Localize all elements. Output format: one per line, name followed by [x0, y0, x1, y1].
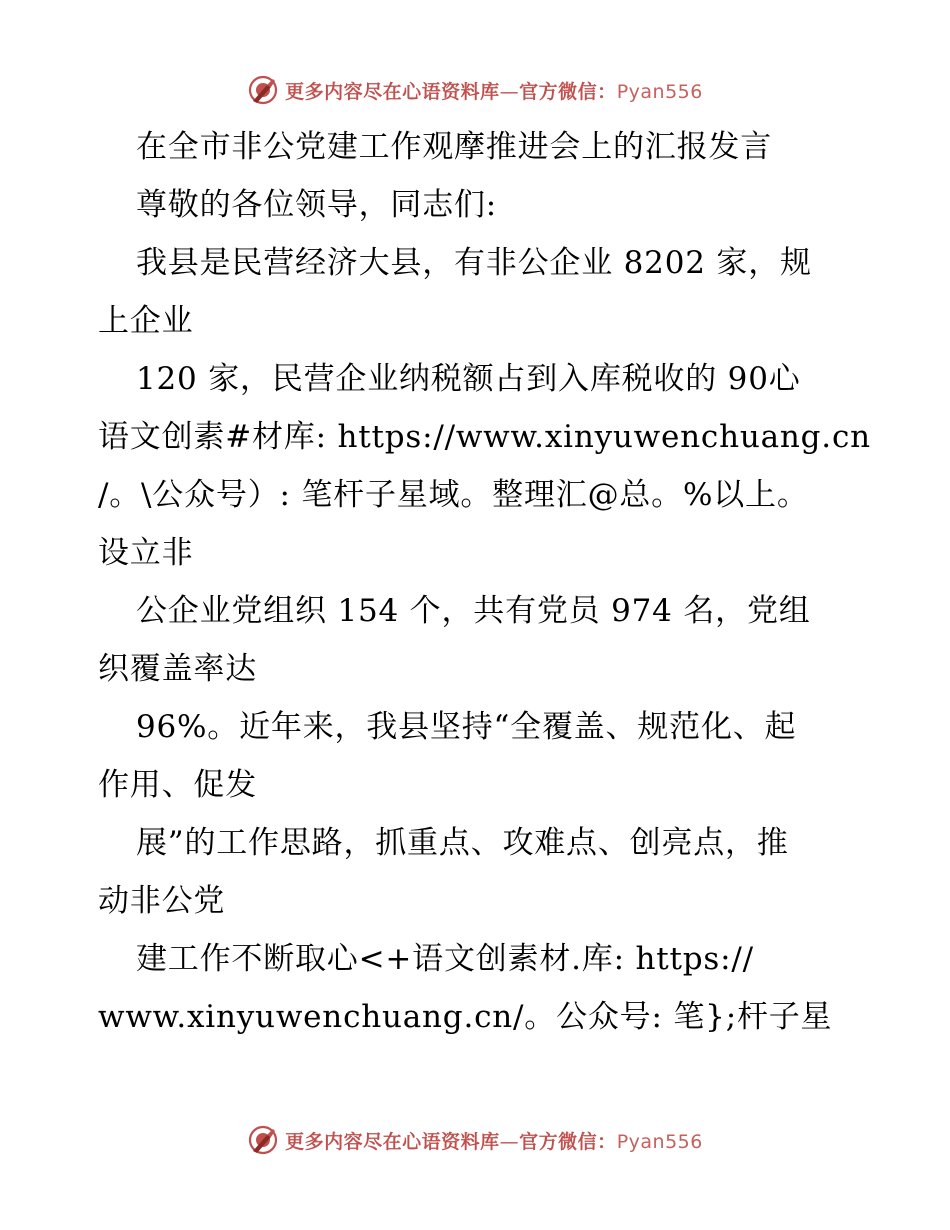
- pen-logo-icon: [247, 74, 279, 106]
- banner-wechat-handle: Pyan556: [616, 80, 703, 103]
- banner-separator: —: [499, 80, 520, 103]
- document-title: 在全市非公党建工作观摩推进会上的汇报发言: [136, 129, 772, 165]
- footer-banner: [0, 1120, 950, 1160]
- paragraph-line: 设立非: [98, 535, 194, 571]
- paragraph-line: www.xinyuwenchuang.cn/。公众号: 笔};杆子星: [98, 999, 833, 1035]
- paragraph-line: 公企业党组织 154 个，共有党员 974 名，党组: [136, 593, 811, 629]
- banner-wechat-handle: Pyan556: [616, 1130, 703, 1153]
- banner-official-label: 官方微信：: [519, 80, 617, 103]
- banner-text: [285, 77, 703, 104]
- paragraph-line: 语文创素#材库: https://www.xinyuwenchuang.cn: [98, 419, 871, 455]
- banner-main-text: 更多内容尽在心语资料库: [285, 1130, 500, 1153]
- paragraph-line: 建工作不断取心<+语文创素材.库: https://: [136, 941, 754, 977]
- paragraph-line: 展”的工作思路，抓重点、攻难点、创亮点，推: [136, 825, 789, 861]
- salutation: 尊敬的各位领导，同志们:: [136, 187, 498, 223]
- header-banner: [0, 70, 950, 110]
- paragraph-line: 上企业: [98, 303, 194, 339]
- paragraph-line: 我县是民营经济大县，有非公企业 8202 家，规: [136, 245, 812, 281]
- document-body: [98, 118, 871, 1046]
- paragraph-line: 120 家，民营企业纳税额占到入库税收的 90心: [136, 361, 801, 397]
- banner-official-label: 官方微信：: [519, 1130, 617, 1153]
- paragraph-line: 作用、促发: [98, 767, 257, 803]
- pen-logo-icon: [247, 1124, 279, 1156]
- banner-separator: —: [499, 1130, 520, 1153]
- banner-main-text: 更多内容尽在心语资料库: [285, 80, 500, 103]
- paragraph-line: /。\公众号）: 笔杆子星域。整理汇@总。%以上。: [98, 477, 809, 513]
- paragraph-line: 动非公党: [98, 883, 226, 919]
- banner-text: [285, 1127, 703, 1154]
- paragraph-line: 96%。近年来，我县坚持“全覆盖、规范化、起: [136, 709, 797, 745]
- paragraph-line: 织覆盖率达: [98, 651, 257, 687]
